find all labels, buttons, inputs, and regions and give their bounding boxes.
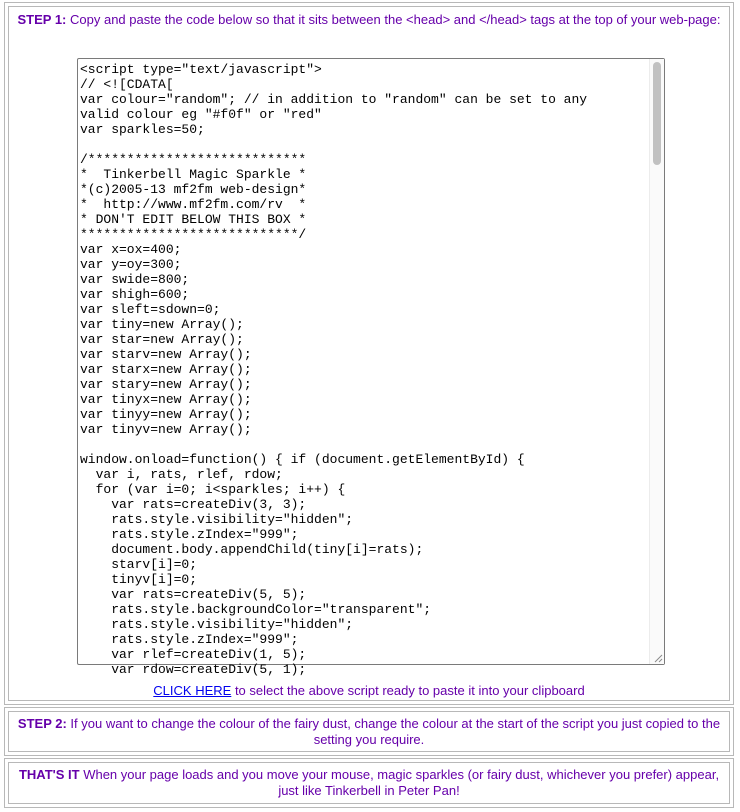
step1-text: Copy and paste the code below so that it sits between the <head> and </head> tags at the top of your web-page: [70,12,721,27]
step2-text: If you want to change the colour of the fairy dust, change the colour at the start of the script you just copied to the setting you require. [70,716,721,747]
step1-label: STEP 1: [17,12,67,27]
select-script-line [5,683,733,698]
code-scrollbar[interactable] [649,59,664,664]
step1-panel [4,2,734,705]
step2-label: STEP 2: [17,716,67,731]
finish-panel [4,758,734,808]
click-here-suffix: to select the above script ready to paste it into your clipboard [231,683,585,698]
scrollbar-thumb[interactable] [653,62,661,165]
resize-grip-icon[interactable] [653,653,663,663]
step1-instructions [5,12,733,28]
click-here-link[interactable]: CLICK HERE [153,683,232,698]
step2-panel [4,707,734,756]
finish-label: THAT'S IT [18,767,80,782]
code-content[interactable]: <script type="text/javascript"> // <![CDATA[ var colour="random"; // in addition to "random" can be set to any valid colour eg "#f0f" or "red" var sparkles=50; /**************************** * Tinkerbell Magic Sparkle * *(c)2005-13 mf2fm web-design* * http://www.mf2fm.com/rv * * DON'T EDIT BELOW THIS BOX * ****************************/ var x=ox=400; var y=oy=300; var swide=800; var shigh=600; var sleft=sdown=0; var tiny=new Array(); var star=new Array(); var starv=new Array(); var starx=new Array(); var stary=new Array(); var tinyx=new Array(); var tinyy=new Array(); var tinyv=new Array(); window.onload=function() { if (document.getElementById) { var i, rats, rlef, rdow; for (var i=0; i<sparkles; i++) { var rats=createDiv(3, 3); rats.style.visibility="hidden"; rats.style.zIndex="999"; document.body.appendChild(tiny[i]=rats); starv[i]=0; tinyv[i]=0; var rats=createDiv(5, 5); rats.style.backgroundColor="transparent"; rats.style.visibility="hidden"; rats.style.zIndex="999"; var rlef=createDiv(1, 5); var rdow=createDiv(5, 1); [80,62,588,677]
step2-instructions [5,716,733,748]
finish-instructions [5,767,733,799]
finish-text: When your page loads and you move your mouse, magic sparkles (or fairy dust, whichever you prefer) appear, just like Tinkerbell in Peter Pan! [83,767,720,798]
code-textarea[interactable] [77,58,665,677]
